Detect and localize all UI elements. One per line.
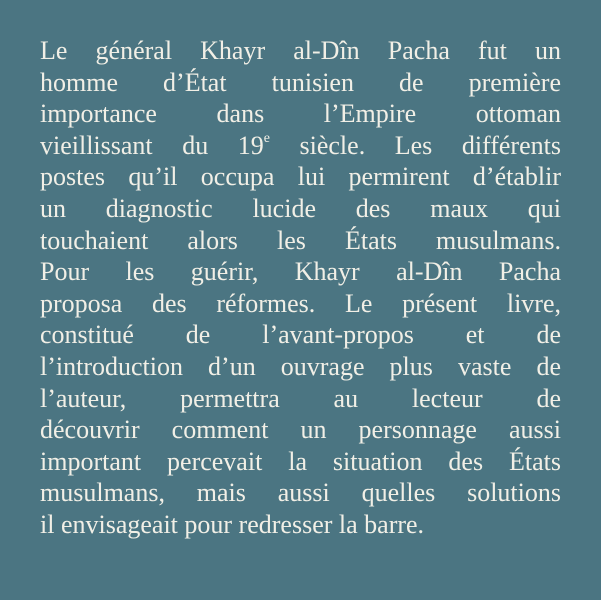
paragraph-line-4-before-superscript: vieillissant du 19 (40, 130, 264, 160)
paragraph-line-2: homme d’État tunisien de première (40, 67, 561, 97)
paragraph-line-8: Pour les guérir, Khayr al-Dîn Pacha (40, 257, 561, 287)
paragraph-line-1: Le général Khayr al-Dîn Pacha fut un (40, 36, 561, 65)
paragraph-line-14: important percevait la situation des États (40, 446, 561, 476)
book-description-paragraph (40, 35, 561, 541)
paragraph-line-6: un diagnostic lucide des maux qui (40, 193, 561, 223)
paragraph-line-11: l’introduction d’un ouvrage plus vaste de (40, 351, 561, 381)
paragraph-line-3: importance dans l’Empire ottoman (40, 99, 561, 129)
paragraph-line-10: constitué de l’avant-propos et de (40, 320, 561, 350)
century-superscript: e (263, 131, 270, 147)
paragraph-line-4-after-superscript: siècle. Les différents (269, 130, 561, 160)
paragraph-line-15: musulmans, mais aussi quelles solutions (40, 478, 561, 508)
paragraph-line-7: touchaient alors les États musulmans. (40, 225, 561, 255)
paragraph-line-4 (40, 130, 561, 162)
paragraph-line-16: il envisageait pour redresser la barre. (40, 509, 425, 539)
paragraph-line-12: l’auteur, permettra au lecteur de (40, 383, 561, 413)
paragraph-line-5: postes qu’il occupa lui permirent d’établir (40, 162, 561, 192)
paragraph-line-13: découvrir comment un personnage aussi (40, 415, 561, 445)
paragraph-line-9: proposa des réformes. Le présent livre, (40, 288, 561, 318)
